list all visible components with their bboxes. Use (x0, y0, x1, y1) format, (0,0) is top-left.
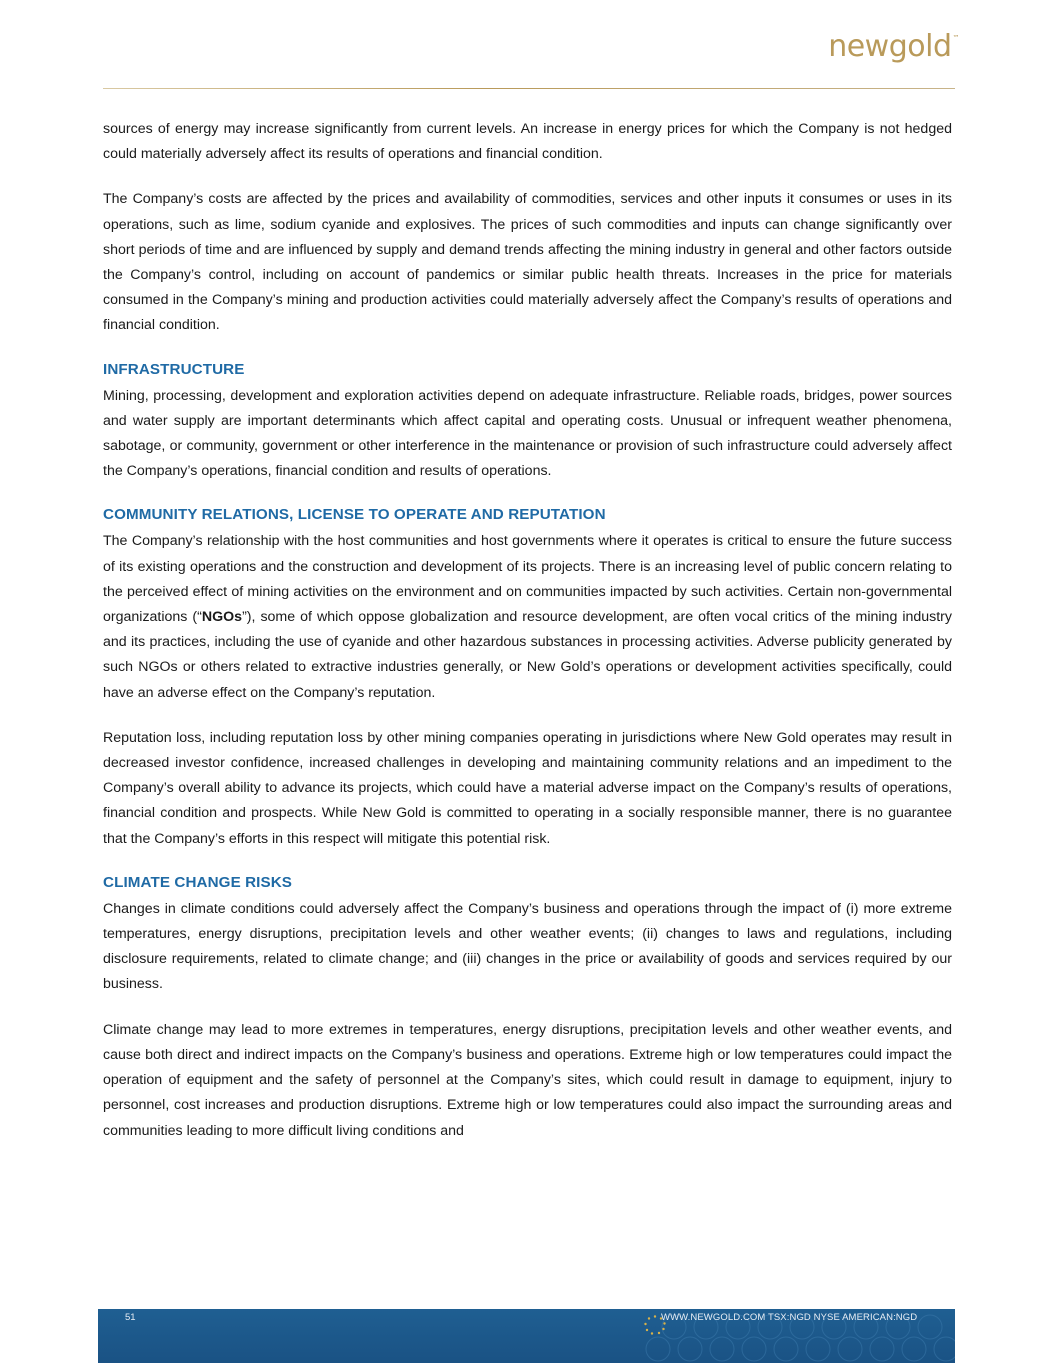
paragraph: Changes in climate conditions could adversely affect the Company’s business and operations through the impact of (i) more extreme temperatures, energy disruptions, precipitation levels and other weather events; (ii) changes to laws and regulations, including disclosure requirements, related to climate change; and (iii) changes in the price or availability of goods and services required by our business. (103, 900, 952, 993)
newgold-logo (828, 29, 959, 64)
footer-site-info: WWW.NEWGOLD.COM TSX:NGD NYSE AMERICAN:NGD (661, 1312, 918, 1323)
page-number: 51 (125, 1312, 136, 1323)
document-body (103, 117, 952, 1164)
section-heading: COMMUNITY RELATIONS, LICENSE TO OPERATE AND REPUTATION (103, 506, 606, 524)
logo-text: newgold (828, 29, 952, 64)
paragraph: sources of energy may increase significantly from current levels. An increase in energy prices for which the Company is not hedged could materially adversely affect its results of operations and financial condition. (103, 121, 952, 163)
text-run: ”), some of which oppose globalization and resource development, are often vocal critics of the mining industry and its practices, including the use of cyanide and other hazardous substances in processing activities. Adverse publicity generated by such NGOs or others related to extractive industries generally, or New Gold’s operations or development activities specifically, could have an adverse effect on the Company’s reputation. (103, 609, 952, 701)
section-climate-change (103, 872, 952, 1144)
paragraph (103, 529, 952, 705)
defined-term: NGOs (201, 609, 243, 626)
section-heading: INFRASTRUCTURE (103, 360, 245, 378)
section-infrastructure (103, 359, 952, 485)
paragraph: Reputation loss, including reputation loss by other mining companies operating in jurisdictions where New Gold operates may result in decreased investor confidence, increased challenges in developing and maintaining community relations and an impediment to the Company’s overall ability to advance its projects, which could have a material adverse impact on the Company’s results of operations, financial condition and prospects. While New Gold is committed to operating in a socially responsible manner, there is no guarantee that the Company’s efforts in this respect will mitigate this potential risk. (103, 729, 952, 847)
paragraph: Mining, processing, development and exploration activities depend on adequate infrastructure. Reliable roads, bridges, power sources and water supply are important determinants which affect capital and operating costs. Unusual or infrequent weather phenomena, sabotage, or community, government or other interference in the maintenance or provision of such infrastructure could adversely affect the Company’s operations, financial condition and results of operations. (103, 387, 952, 480)
text-run: The Company’s relationship with the host communities and host governments where it operates is critical to ensure the future success of its existing operations and the construction and development of its projects. There is an increasing level of public concern relating to the perceived effect of mining activities on the environment and on communities impacted by such activities. Certain non-governmental organizations (“ (103, 533, 952, 626)
header-divider (103, 88, 955, 89)
section-community-relations (103, 504, 952, 851)
section-heading: CLIMATE CHANGE RISKS (103, 873, 293, 891)
logo-trademark: ™ (952, 34, 959, 42)
paragraph: The Company’s costs are affected by the prices and availability of commodities, services and other inputs it consumes or uses in its operations, such as lime, sodium cyanide and explosives. The prices of such commodities and inputs can change significantly over short periods of time and are influenced by supply and demand trends affecting the mining industry in general and other factors outside the Company’s control, including on account of pandemics or similar public health threats. Increases in the price for materials consumed in the Company’s mining and production activities could materially adversely affect the Company’s results of operations and financial condition. (103, 191, 952, 334)
paragraph: Climate change may lead to more extremes in temperatures, energy disruptions, precipitation levels and other weather events, and cause both direct and indirect impacts on the Company’s business and operations. Extreme high or low temperatures could impact the operation of equipment and the safety of personnel at the Company’s sites, which could result in damage to equipment, injury to personnel, cost increases and production disruptions. Extreme high or low temperatures could also impact the surrounding areas and communities leading to more difficult living conditions and (103, 1021, 952, 1139)
page-header (0, 0, 1055, 92)
page-footer (98, 1309, 955, 1363)
